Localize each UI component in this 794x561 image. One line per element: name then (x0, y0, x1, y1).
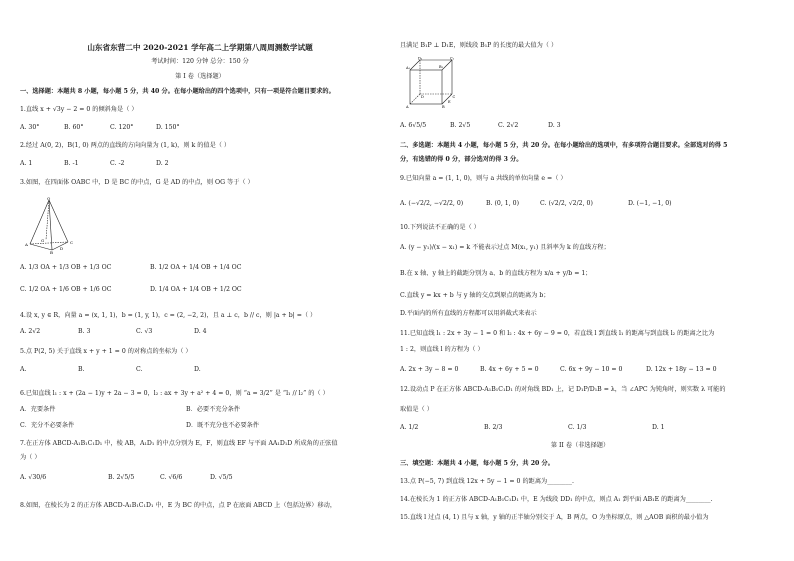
exam-meta: 考试时间：120 分钟 总分：150 分 (151, 58, 249, 65)
q1-option-c: C. 120° (110, 124, 134, 131)
q5-option-a: A. (20, 366, 27, 373)
question-7-cont: 为（ ） (20, 454, 41, 461)
q10-option-d: D.平面内的所有直线的方程都可以用斜截式来表示 (400, 310, 537, 317)
q2-option-a: A. 1 (20, 160, 33, 167)
q10-option-c: C.直线 y = kx + b 与 y 轴的交点到原点的距离为 b； (400, 292, 550, 299)
question-2: 2.经过 A(0, 2)，B(1, 0) 两点的直线的方向向量为 (1, k)，则 k 的值是（ ） (20, 142, 231, 149)
q6-option-d: D．既不充分也不必要条件 (186, 422, 260, 429)
q8-option-c: C. 2√2 (498, 122, 519, 129)
question-13: 13.点 P(−5, 7) 到直线 12x + 5y − 1 = 0 的距离为________. (400, 478, 574, 485)
q9-option-c: C. (√2/2, √2/2, 0) (540, 200, 593, 207)
q11-option-a: A. 2x + 3y − 8 = 0 (400, 366, 459, 373)
fig8-label-e: E (448, 100, 451, 104)
q8-option-a: A. 6√5/5 (400, 122, 427, 129)
q12-option-c: C. 1/3 (568, 424, 587, 431)
q10-option-a: A. (y − y₁)/(x − x₁) = k 不能表示过点 M(x₁, y₁) 且斜率为 k 的直线方程； (400, 244, 610, 251)
q2-option-c: C. -2 (110, 160, 125, 167)
q1-option-b: B. 60° (64, 124, 84, 131)
tetrahedron-figure (24, 196, 74, 254)
q9-option-a: A. (−√2/2, −√2/2, 0) (400, 200, 464, 207)
question-12-cont: 取值是（ ） (400, 406, 433, 413)
fig8-label-d: D (421, 95, 424, 99)
fig3-label-d: D (60, 246, 64, 251)
q7-option-d: D. √5/5 (210, 474, 233, 481)
cube-figure (406, 56, 456, 110)
question-12: 12.设动点 P 在正方体 ABCD-A₁B₁C₁D₁ 的对角线 BD₁ 上，记 D₁P/D₁B = λ，当 ∠APC 为钝角时，则实数 λ 可能的 (400, 386, 726, 393)
right-column (400, 0, 760, 561)
question-4: 4.设 x, y ∈ R，向量 a = (x, 1, 1)，b = (1, y, 1)，c = (2, −2, 2)，且 a ⊥ c，b // c，则 |a + b| =（ ） (20, 312, 317, 319)
fig3-label-g: G (41, 238, 45, 243)
fig8-label-b: B (442, 105, 445, 109)
fig3-label-o: O (47, 196, 51, 201)
q3-option-a: A. 1/3 OA + 1/3 OB + 1/3 OC (20, 264, 112, 271)
q12-option-b: B. 2/3 (484, 424, 503, 431)
q12-option-d: D. 1 (652, 424, 665, 431)
q4-option-d: D. 4 (194, 328, 207, 335)
q3-option-b: B. 1/2 OA + 1/4 OB + 1/4 OC (150, 264, 242, 271)
left-column (20, 0, 380, 561)
question-15: 15.直线 l 过点 (4, 1) 且与 x 轴，y 轴的正半轴分别交于 A，B 两点，O 为坐标原点，则 △AOB 面积的最小值为 (400, 514, 709, 521)
question-9: 9.已知向量 a = (1, 1, 0)，则与 a 共线的单位向量 e =（ ） (400, 175, 567, 182)
q6-option-c: C．充分不必要条件 (20, 422, 75, 429)
q8-option-b: B. 2√5 (450, 122, 471, 129)
exam-title: 山东省东营二中 2020-2021 学年高二上学期第八周周测数学试题 (87, 43, 313, 52)
section-3-heading: 三、填空题：本题共 4 小题，每小题 5 分，共 20 分。 (400, 460, 554, 467)
q3-option-d: D. 1/4 OA + 1/4 OB + 1/2 OC (150, 286, 242, 293)
q1-option-a: A. 30° (20, 124, 40, 131)
question-5: 5.点 P(2, 5) 关于直线 x + y + 1 = 0 的对称点的坐标为（ ） (20, 348, 192, 355)
question-1: 1.直线 x + √3y − 2 = 0 的倾斜角是（ ） (20, 106, 138, 113)
fig8-label-d1: D₁ (418, 56, 423, 61)
q10-option-b: B.在 x 轴、y 轴上的截距分别为 a、b 的直线方程为 x/a + y/b = 1； (400, 270, 592, 277)
volume-1-heading: 第 I 卷（选择题） (175, 73, 225, 80)
fig3-label-b: B (50, 250, 53, 254)
volume-2-heading: 第 II 卷（非选择题） (550, 442, 610, 449)
question-6: 6.已知直线 l₁ : x + (2a − 1)y + 2a − 3 = 0，l₂ : ax + 3y + a² + 4 = 0，则 “a = 3/2” 是 “l₁ // l₂” 的（ ） (20, 390, 329, 397)
question-8-cont: 且满足 B₁P ⊥ D₁E，则线段 B₁P 的长度的最大值为（ ） (400, 42, 558, 49)
fig8-label-c1: C₁ (450, 56, 455, 61)
section-1-heading: 一、选择题：本题共 8 小题，每小题 5 分，共 40 分。在每小题给出的四个选项中，只有一项是符合题目要求的。 (20, 88, 335, 95)
q5-option-d: D. (194, 366, 201, 373)
q6-option-a: A．充要条件 (20, 406, 56, 413)
q7-option-a: A. √30/6 (20, 474, 47, 481)
q11-option-b: B. 4x + 6y + 5 = 0 (480, 366, 539, 373)
q4-option-a: A. 2√2 (20, 328, 41, 335)
q9-option-b: B. (0, 1, 0) (486, 200, 519, 207)
question-7: 7.在正方体 ABCD-A₁B₁C₁D₁ 中，棱 AB，A₁D₁ 的中点分别为 E，F，则直线 EF 与平面 AA₁D₁D 所成角的正弦值 (20, 440, 338, 447)
fig8-label-c: C (452, 95, 456, 99)
q7-option-b: B. 2√5/5 (108, 474, 135, 481)
question-14: 14.在棱长为 1 的正方体 ABCD-A₁B₁C₁D₁ 中，E 为线段 DD₁ 的中点，则点 A₁ 到平面 AB₁E 的距离为________. (400, 496, 713, 503)
fig8-label-b1: B₁ (439, 65, 444, 69)
question-8: 8.如图，在棱长为 2 的正方体 ABCD-A₁B₁C₁D₁ 中，E 为 BC 的中点，点 P 在底面 ABCD 上（包括边界）移动， (20, 502, 337, 509)
q11-option-c: C. 6x + 9y − 10 = 0 (560, 366, 623, 373)
fig3-label-a: A (25, 242, 28, 247)
q9-option-d: D. (−1, −1, 0) (628, 200, 672, 207)
q2-option-d: D. 2 (156, 160, 169, 167)
q6-option-b: B．必要不充分条件 (186, 406, 241, 413)
fig3-label-c: C (70, 240, 74, 245)
q12-option-a: A. 1/2 (400, 424, 419, 431)
question-11-cont: 1 : 2，则直线 l 的方程为（ ） (400, 346, 484, 353)
question-11: 11.已知直线 l₁ : 2x + 3y − 1 = 0 和 l₂ : 4x + 6y − 9 = 0，若直线 l 到直线 l₁ 的距离与到直线 l₂ 的距离之比为 (400, 330, 715, 337)
question-10: 10.下列说法不正确的是（ ） (400, 224, 480, 231)
q2-option-b: B. -1 (64, 160, 79, 167)
q4-option-c: C. √3 (136, 328, 153, 335)
fig8-label-a1: A₁ (406, 66, 411, 70)
q8-option-d: D. 3 (548, 122, 561, 129)
q1-option-d: D. 150° (156, 124, 180, 131)
section-2-heading: 二、多选题：本题共 4 小题，每小题 5 分，共 20 分。在每小题给出的选项中，有多项符合题目要求。全部选对的得 5 (400, 142, 728, 149)
section-2-heading-cont: 分，有选错的得 0 分，部分选对的得 3 分。 (400, 156, 523, 163)
fig8-label-a: A (406, 105, 409, 109)
q11-option-d: D. 12x + 18y − 13 = 0 (646, 366, 717, 373)
q4-option-b: B. 3 (78, 328, 91, 335)
q5-option-b: B. (78, 366, 85, 373)
question-3: 3.如图，在四面体 OABC 中，D 是 BC 的中点，G 是 AD 的中点，则 OG 等于（ ） (20, 179, 254, 186)
q3-option-c: C. 1/2 OA + 1/6 OB + 1/6 OC (20, 286, 112, 293)
q5-option-c: C. (136, 366, 143, 373)
q7-option-c: C. √6/6 (160, 474, 183, 481)
